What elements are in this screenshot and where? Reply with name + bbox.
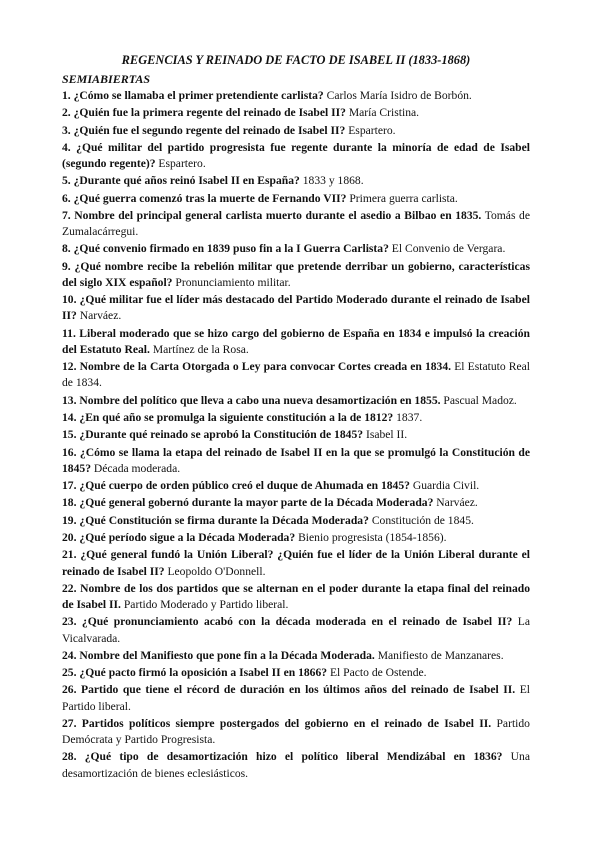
answer-text: El Pacto de Ostende. (329, 666, 427, 680)
question-text: 9. ¿Qué nombre recibe la rebelión militar que pretende derribar un gobierno, características del siglo XIX español? (62, 259, 530, 289)
question-item (62, 359, 530, 391)
question-text: 1. ¿Cómo se llamaba el primer pretendiente carlista? (62, 89, 324, 102)
question-text: 22. Nombre de los dos partidos que se alternan en el poder durante la etapa final del reinado de Isabel II. (62, 581, 530, 612)
answer-text: Bienio progresista (1854-1856). (298, 531, 447, 545)
answer-text: Partido Moderado y Partido liberal. (123, 598, 289, 612)
question-item (62, 173, 530, 189)
question-text: 23. ¿Qué pronunciamiento acabó con la década moderada en el reinado de Isabel II? (62, 615, 513, 629)
question-text: 4. ¿Qué militar del partido progresista fue regente durante la minoría de edad de Isabel (segundo regente)? (62, 140, 530, 171)
question-text: 13. Nombre del político que lleva a cabo una nueva desamortización en 1855. (62, 393, 441, 407)
question-text: 10. ¿Qué militar fue el líder más destacado del Partido Moderado durante el reinado de Isabel II? (62, 293, 530, 323)
question-text: 7. Nombre del principal general carlista muerto durante el asedio a Bilbao en 1835. (62, 208, 482, 222)
section-subtitle: SEMIABIERTAS (62, 72, 151, 86)
answer-text: El Partido liberal. (62, 683, 530, 713)
answer-text: Isabel II. (365, 428, 408, 442)
answer-text: Espartero. (348, 123, 396, 137)
question-item (62, 123, 530, 139)
question-text: 18. ¿Qué general gobernó durante la mayor parte de la Década Moderada? (62, 496, 434, 510)
question-item (62, 191, 530, 207)
answer-text: Espartero. (158, 157, 206, 171)
question-list (62, 88, 530, 782)
answer-text: Década moderada. (93, 461, 181, 475)
question-text: 6. ¿Qué guerra comenzó tras la muerte de Fernando VII? (62, 191, 347, 205)
question-text: 19. ¿Qué Constitución se firma durante la Década Moderada? (62, 513, 369, 527)
question-item (62, 665, 530, 681)
question-item (62, 393, 530, 409)
question-item (62, 547, 530, 579)
answer-text: Tomás de Zumalacárregui. (62, 208, 530, 239)
question-item (62, 530, 530, 546)
answer-text: Pascual Madoz. (443, 393, 517, 407)
answer-text: Narváez. (79, 309, 122, 323)
question-item (62, 513, 530, 529)
question-item (62, 478, 530, 494)
question-text: 5. ¿Durante qué años reinó Isabel II en España? (62, 174, 300, 188)
document-title: REGENCIAS Y REINADO DE FACTO DE ISABEL II (1833-1868) (121, 53, 471, 67)
answer-text: Constitución de 1845. (371, 513, 474, 527)
question-text: 17. ¿Qué cuerpo de orden público creó el duque de Ahumada en 1845? (62, 479, 410, 493)
document-page (62, 52, 530, 783)
question-item (62, 326, 530, 358)
answer-text: Pronunciamiento militar. (175, 275, 291, 289)
question-text: 16. ¿Cómo se llama la etapa del reinado de Isabel II en la que se promulgó la Constitución de 1845? (62, 445, 530, 475)
question-item (62, 716, 530, 748)
answer-text: Narváez. (436, 496, 478, 510)
question-text: 25. ¿Qué pacto firmó la oposición a Isabel II en 1866? (62, 666, 328, 680)
question-text: 27. Partidos políticos siempre postergados del gobierno en el reinado de Isabel II. (62, 716, 492, 730)
question-item (62, 648, 530, 664)
question-item (62, 682, 530, 714)
question-item (62, 495, 530, 511)
question-text: 8. ¿Qué convenio firmado en 1839 puso fin a la I Guerra Carlista? (62, 242, 389, 256)
answer-text: 1837. (396, 411, 423, 425)
question-item (62, 614, 530, 646)
question-item (62, 427, 530, 443)
question-text: 12. Nombre de la Carta Otorgada o Ley para convocar Cortes creada en 1834. (62, 360, 452, 374)
question-text: 26. Partido que tiene el récord de duración en los últimos años del reinado de Isabel II. (62, 683, 516, 697)
question-item (62, 241, 530, 257)
answer-text: La Vicalvarada. (62, 615, 530, 645)
answer-text: Una desamortización de bienes eclesiásticos. (62, 750, 530, 780)
question-item (62, 410, 530, 426)
answer-text: María Cristina. (348, 106, 420, 120)
question-text: 2. ¿Quién fue la primera regente del reinado de Isabel II? (62, 106, 346, 120)
question-item (62, 259, 530, 291)
question-item (62, 445, 530, 477)
answer-text: El Convenio de Vergara. (391, 242, 506, 256)
answer-text: Primera guerra carlista. (349, 191, 458, 205)
answer-text: El Estatuto Real de 1834. (62, 360, 531, 390)
question-item (62, 105, 530, 121)
question-item (62, 208, 530, 240)
answer-text: Guardia Civil. (412, 479, 480, 493)
question-text: 15. ¿Durante qué reinado se aprobó la Constitución de 1845? (62, 428, 364, 442)
question-text: 28. ¿Qué tipo de desamortización hizo el político liberal Mendizábal en 1836? (62, 750, 503, 764)
question-text: 24. Nombre del Manifiesto que pone fin a la Década Moderada. (62, 648, 375, 662)
question-text: 14. ¿En qué año se promulga la siguiente constitución a la de 1812? (62, 411, 394, 425)
question-text: 21. ¿Qué general fundó la Unión Liberal? ¿Quién fue el líder de la Unión Liberal durante el reinado de Isabel II? (62, 548, 530, 578)
question-item (62, 292, 530, 324)
question-text: 3. ¿Quién fue el segundo regente del reinado de Isabel II? (62, 123, 346, 137)
answer-text: Martínez de la Rosa. (152, 342, 249, 356)
question-item (62, 88, 530, 104)
answer-text: Partido Demócrata y Partido Progresista. (62, 716, 530, 747)
question-item (62, 749, 530, 781)
question-item (62, 581, 530, 613)
answer-text: Manifiesto de Manzanares. (377, 648, 504, 662)
answer-text: 1833 y 1868. (302, 174, 364, 188)
question-text: 20. ¿Qué período sigue a la Década Moderada? (62, 531, 296, 545)
answer-text: Leopoldo O'Donnell. (167, 564, 266, 578)
answer-text: Carlos María Isidro de Borbón. (326, 89, 472, 102)
question-text: 11. Liberal moderado que se hizo cargo del gobierno de España en 1834 e impulsó la creación del Estatuto Real. (62, 326, 530, 356)
question-item (62, 140, 530, 172)
